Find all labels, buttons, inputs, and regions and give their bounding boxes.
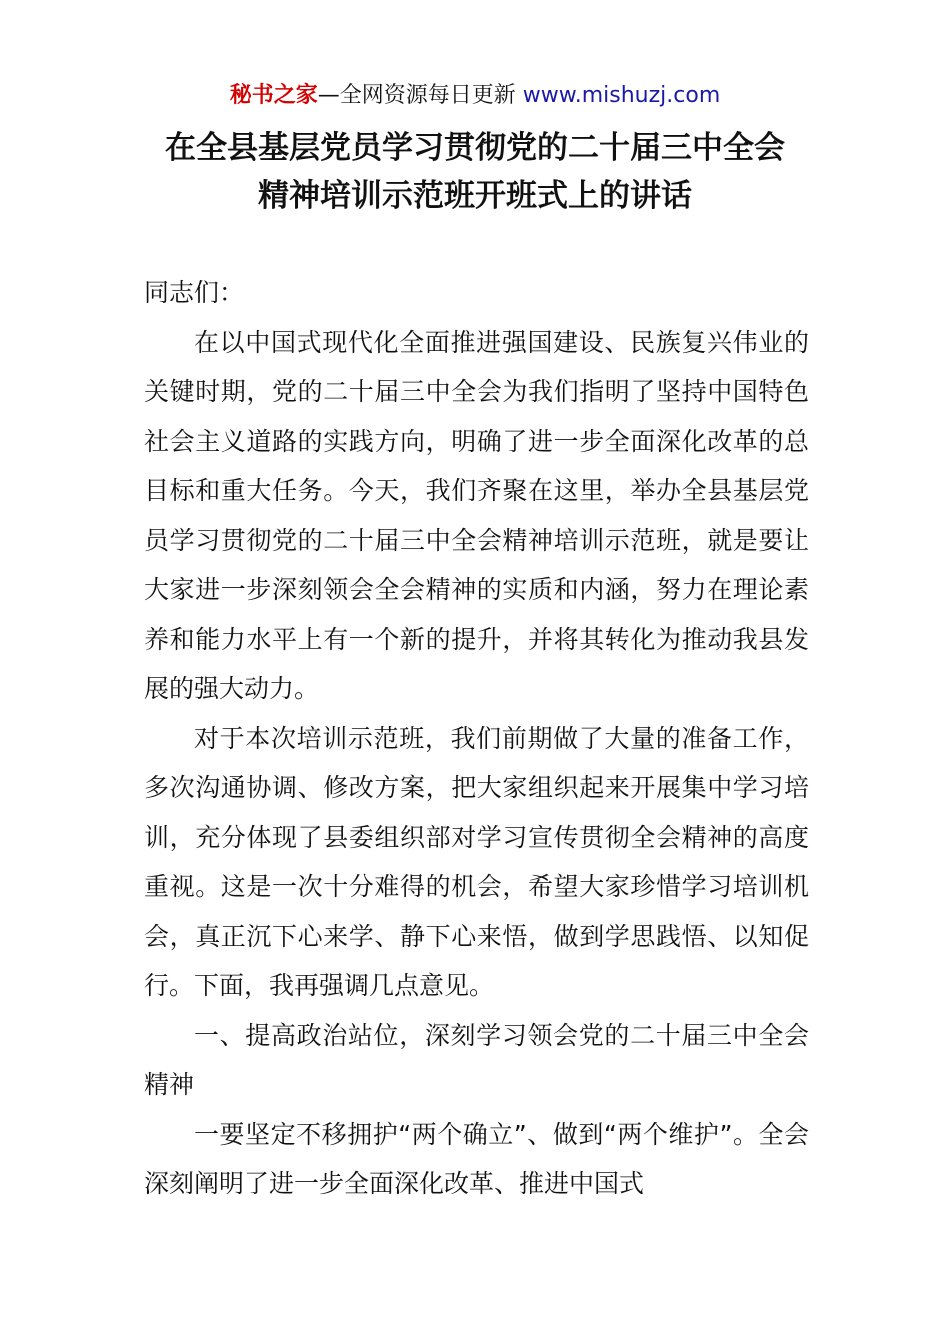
title-line-2: 精神培训示范班开班式上的讲话	[258, 178, 692, 214]
paragraph-point-1: 一要坚定不移拥护“两个确立”、做到“两个维护”。全会深刻阐明了进一步全面深化改革、推进中国式	[144, 1119, 809, 1198]
document-title	[0, 124, 950, 220]
header-tagline: —全网资源每日更新	[317, 83, 523, 108]
site-header	[0, 80, 950, 112]
brand-name: 秘书之家	[229, 83, 318, 108]
document-body	[144, 268, 809, 1209]
site-url-link[interactable]: www.mishuzj.com	[522, 83, 721, 108]
paragraph-preparation: 对于本次培训示范班，我们前期做了大量的准备工作，多次沟通协调、修改方案，把大家组织起来开展集中学习培训，充分体现了县委组织部对学习宣传贯彻全会精神的高度重视。这是一次十分难得的机会，希望大家珍惜学习培训机会，真正沉下心来学、静下心来悟，做到学思践悟、以知促行。下面，我再强调几点意见。	[144, 723, 809, 1000]
section-heading-1: 一、提高政治站位，深刻学习领会党的二十届三中全会精神	[144, 1020, 809, 1099]
paragraph-intro: 在以中国式现代化全面推进强国建设、民族复兴伟业的关键时期，党的二十届三中全会为我们指明了坚持中国特色社会主义道路的实践方向，明确了进一步全面深化改革的总目标和重大任务。今天，我们齐聚在这里，举办全县基层党员学习贯彻党的二十届三中全会精神培训示范班，就是要让大家进一步深刻领会全会精神的实质和内涵，努力在理论素养和能力水平上有一个新的提升，并将其转化为推动我县发展的强大动力。	[144, 327, 809, 703]
title-line-1: 在全县基层党员学习贯彻党的二十届三中全会	[165, 130, 785, 166]
salutation: 同志们：	[144, 278, 245, 307]
